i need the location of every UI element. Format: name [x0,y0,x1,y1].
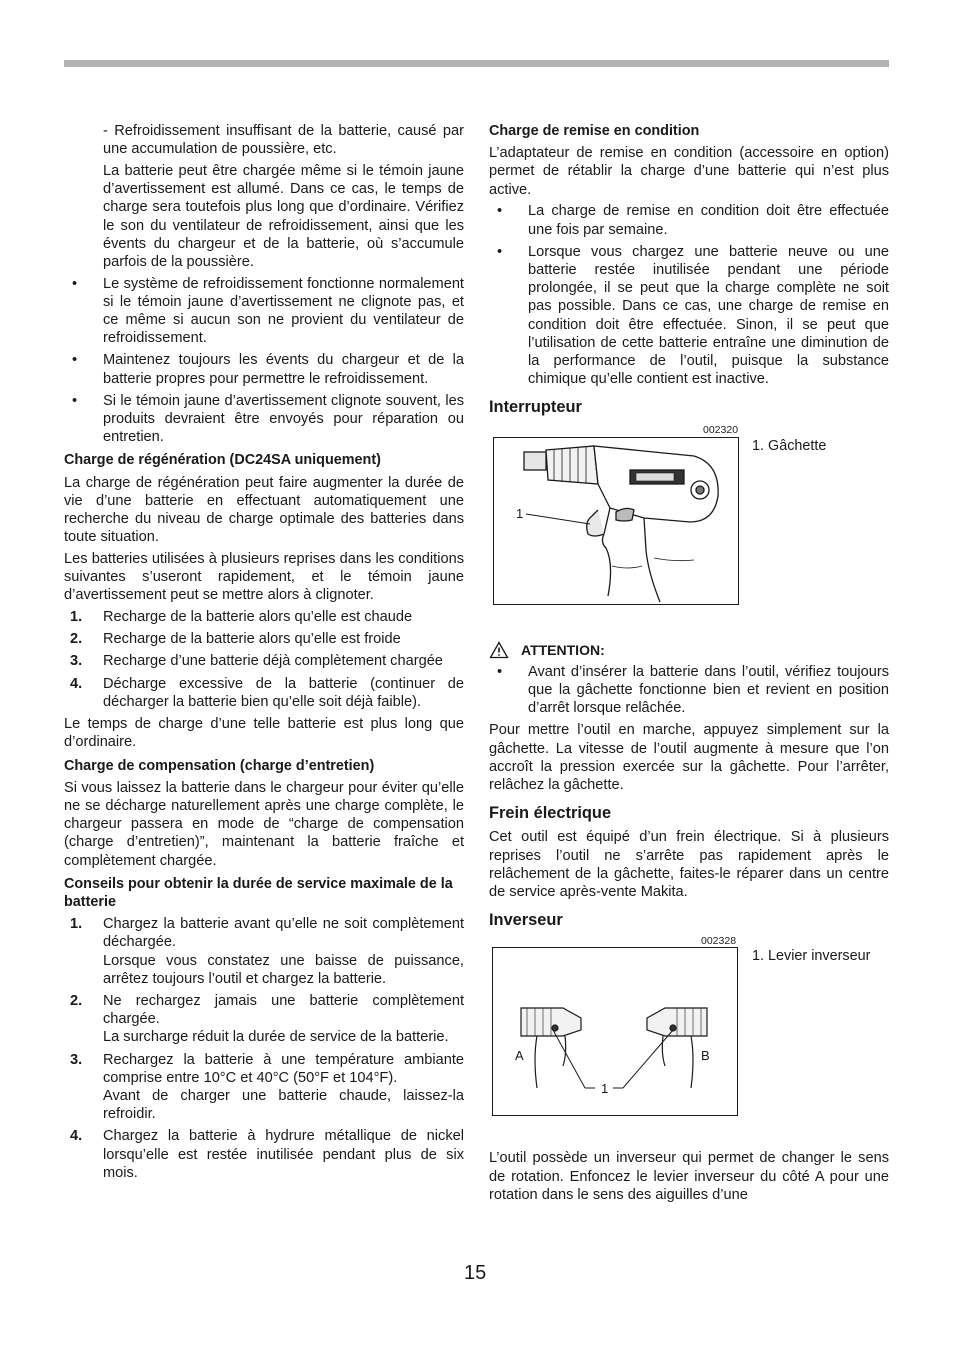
list-item [64,675,464,711]
figure-callout: 1 [516,505,524,521]
item-extra: La surcharge réduit la durée de service de la batterie. [103,1029,449,1046]
figure-label-a: A [515,1048,524,1064]
list-item: • Avant d’insérer la batterie dans l’outil, vérifiez toujours que la gâchette fonctionne bien et revient en position d’arrêt lorsque relâchée. [489,663,889,718]
attention-label: ATTENTION: [521,641,605,658]
list-item: • Lorsque vous chargez une batterie neuve ou une batterie restée inutilisée pendant une période prolongée, il se peut que la charge complète ne soit pas possible. Dans ce cas, une charge de remise en condition doit être effectuée. Sinon, il se peut que l’utilisation de cette batterie entraîne une diminution de la performance de l’outil, puisque la substance chimique qu’elle contient est inactive. [489,243,889,389]
item-text: Ne rechargez jamais une batterie complètement chargée. [103,992,464,1028]
item-number: 4. [70,1128,83,1145]
figure-code: 002320 [703,423,739,436]
warning-triangle-icon [489,641,509,659]
list-item: • Si le témoin jaune d’avertissement clignote souvent, les produits devraient être envoyés pour réparation ou entretien. [64,392,464,447]
list-item [64,630,464,648]
figure-code: 002328 [701,935,737,948]
header-rule [64,60,889,67]
item-number: 1. [70,916,83,933]
cooling-explanation: La batterie peut être chargée même si le témoin jaune d’avertissement est allumé. Dans ce cas, le temps de charge sera toutefois plus long que d’ordinaire. Vérifiez le son du ventilateur de refroidissement, ainsi que les évents du chargeur et de la batterie, où s’accumule parfois de la poussière. [103,162,464,270]
item-number: 3. [70,653,83,670]
reversing-lever-illustration [493,948,737,1115]
regen-heading: Charge de régénération (DC24SA uniquement) [64,452,381,469]
item-number: 3. [70,1051,83,1068]
list-item [64,1051,464,1124]
interrupteur-heading: Interrupteur [489,398,582,417]
switch-figure-area [489,419,889,641]
switch-paragraph: Pour mettre l’outil en marche, appuyez simplement sur la gâchette. La vitesse de l’outil augmente à mesure que l’on accroît la pression exercée sur la gâchette. Pour l’arrêter, relâchez la gâchette. [489,722,889,793]
switch-figure [493,437,739,605]
attention-heading [489,641,889,659]
cooling-bullets [64,275,464,447]
list-item: • La charge de remise en condition doit être effectuée une fois par semaine. [489,202,889,238]
impact-wrench-trigger-illustration [494,438,738,604]
remise-heading: Charge de remise en condition [489,123,700,139]
reverse-figure-area [489,931,889,1149]
item-text: Recharge de la batterie alors qu’elle est froide [103,631,401,648]
inverseur-paragraph: L’outil possède un inverseur qui permet de changer le sens de rotation. Enfoncez le levier inverseur du côté A pour une rotation dans le sens des aiguilles d’une [489,1150,889,1203]
figure-legend: 1. Levier inverseur [752,948,871,965]
item-text: Rechargez la batterie à une température ambiante comprise entre 10°C et 40°C (50°F et 104°F). [103,1051,464,1086]
item-text: Décharge excessive de la batterie (continuer de décharger la batterie bien qu’elle soit déjà faible). [103,675,464,710]
frein-heading: Frein électrique [489,804,612,823]
cooling-cause: - Refroidissement insuffisant de la batterie, causé par une accumulation de poussière, etc. [103,123,464,158]
list-item [64,1127,464,1182]
item-number: 4. [70,675,83,692]
frein-paragraph: Cet outil est équipé d’un frein électrique. Si à plusieurs reprises l’outil ne s’arrête pas rapidement après le relâchement de la gâchette, faites-le réparer dans un centre de service après-vente Makita. [489,829,889,900]
comp-heading: Charge de compensation (charge d’entretien) [64,757,375,774]
reverse-figure [492,947,738,1116]
regen-list [64,608,464,711]
item-number: 2. [70,992,83,1009]
attention-bullets [489,663,889,718]
list-item [64,652,464,670]
left-column [64,122,464,1186]
remise-bullets [489,202,889,388]
page-number: 15 [464,1262,487,1284]
item-number: 1. [70,609,83,626]
item-number: 2. [70,631,83,648]
cooling-note [64,122,464,271]
item-extra: Avant de charger une batterie chaude, laissez-la refroidir. [103,1087,464,1123]
tips-list [64,915,464,1182]
regen-paragraph: Les batteries utilisées à plusieurs reprises dans les conditions suivantes s’useront rapidement, et le témoin jaune d’avertissement peut se mettre alors à clignoter. [64,550,464,604]
item-extra: Lorsque vous constatez une baisse de puissance, arrêtez toujours l’outil et chargez la batterie. [103,952,464,987]
regen-paragraph: La charge de régénération peut faire augmenter la durée de vie d’une batterie en effectuant automatiquement une recherche du niveau de charge optimale des batteries dans toute situation. [64,474,464,546]
item-text: Chargez la batterie à hydrure métallique de nickel lorsqu’elle est restée inutilisée pendant plus de six mois. [103,1128,464,1181]
remise-paragraph: L’adaptateur de remise en condition (accessoire en option) permet de rétablir la charge d’une batterie qui n’est plus active. [489,145,889,198]
regen-paragraph: Le temps de charge d’une telle batterie est plus long que d’ordinaire. [64,716,464,751]
list-item [64,915,464,988]
tips-heading: Conseils pour obtenir la durée de service maximale de la batterie [64,875,453,910]
figure-legend: 1. Gâchette [752,437,827,454]
right-column [489,122,889,1208]
figure-label-b: B [701,1048,710,1064]
inverseur-heading: Inverseur [489,911,563,930]
list-item: • Maintenez toujours les évents du chargeur et de la batterie propres pour permettre le refroidissement. [64,351,464,387]
comp-paragraph: Si vous laissez la batterie dans le chargeur pour éviter qu’elle ne se décharge naturellement après une charge complète, le chargeur passera en mode de “charge de compensation (charge d’entretien)”, maintenant la batterie fraîche et complètement chargée. [64,779,464,869]
list-item [64,992,464,1047]
list-item [64,608,464,626]
item-text: Recharge de la batterie alors qu’elle est chaude [103,609,413,626]
figure-callout: 1 [601,1081,609,1097]
item-text: Recharge d’une batterie déjà complètement chargée [103,653,443,670]
item-text: Chargez la batterie avant qu’elle ne soit complètement déchargée. [103,916,464,951]
list-item: • Le système de refroidissement fonctionne normalement si le témoin jaune d’avertissement ne clignote pas, et ce même si aucun son ne provient du ventilateur de refroidissement. [64,275,464,348]
